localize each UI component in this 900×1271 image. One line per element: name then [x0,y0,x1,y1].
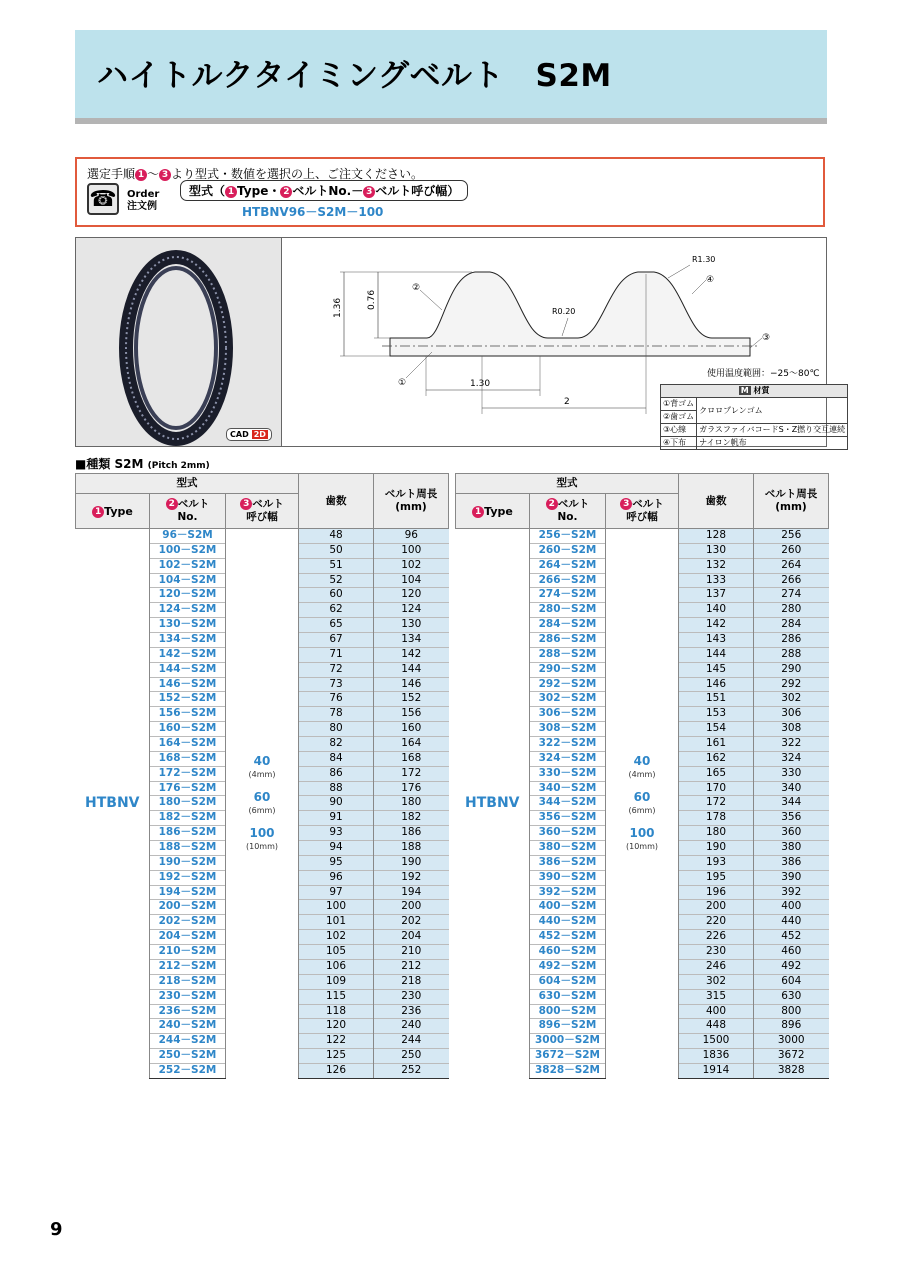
belt-no-cell: 290－S2M [530,662,606,677]
belt-no-cell: 210－S2M [150,945,226,960]
length-cell: 340 [754,781,829,796]
type-cell: HTBNV [85,794,140,811]
belt-no-cell: 144－S2M [150,662,226,677]
width-mm: (6mm) [248,805,276,815]
order-instruction-text: 選定手順 1 ～ 3 より型式・数値を選択の上、ご注文ください。 [87,167,424,181]
length-cell: 124 [374,603,449,618]
teeth-cell: 132 [679,558,754,573]
callout-2: ② [412,283,421,293]
header-length: ベルト周長 (mm) [754,474,829,529]
length-cell: 386 [754,855,829,870]
belt-no-cell: 322－S2M [530,737,606,752]
belt-no-cell: 260－S2M [530,543,606,558]
header-width: 3 ベルト 呼び幅 [606,494,679,529]
teeth-cell: 125 [299,1049,374,1064]
teeth-cell: 118 [299,1004,374,1019]
belt-no-cell: 120－S2M [150,588,226,603]
teeth-cell: 82 [299,737,374,752]
teeth-cell: 178 [679,811,754,826]
phone-icon: ☎ [87,183,119,215]
teeth-cell: 170 [679,781,754,796]
figure-panel [75,237,846,447]
width-mm: (6mm) [628,805,656,815]
dim-r130: R1.30 [692,255,716,264]
width-value: 40 [253,753,271,768]
length-cell: 212 [374,959,449,974]
teeth-cell: 143 [679,633,754,648]
material-part: ③心線 [661,424,697,437]
width-value: 60 [633,789,651,804]
teeth-cell: 95 [299,855,374,870]
length-cell: 896 [754,1019,829,1034]
length-cell: 308 [754,722,829,737]
length-cell: 604 [754,974,829,989]
belt-no-cell: 244－S2M [150,1034,226,1049]
length-cell: 144 [374,662,449,677]
belt-no-cell: 130－S2M [150,618,226,633]
belt-no-cell: 440－S2M [530,915,606,930]
length-cell: 3000 [754,1034,829,1049]
belt-no-cell: 146－S2M [150,677,226,692]
teeth-cell: 105 [299,945,374,960]
teeth-cell: 100 [299,900,374,915]
header-belt-no: 2 ベルト No. [530,494,606,529]
header-teeth: 歯数 [299,474,374,529]
length-cell: 152 [374,692,449,707]
belt-no-cell: 302－S2M [530,692,606,707]
belt-no-cell: 390－S2M [530,870,606,885]
teeth-cell: 133 [679,573,754,588]
callout-4: ④ [706,275,715,285]
cad-badge[interactable]: CAD 2D [226,428,272,441]
teeth-cell: 145 [679,662,754,677]
teeth-cell: 86 [299,766,374,781]
teeth-cell: 97 [299,885,374,900]
belt-no-cell: 340－S2M [530,781,606,796]
length-cell: 630 [754,989,829,1004]
material-value: ナイロン帆布 [697,437,848,450]
dim-2: 2 [564,397,570,407]
teeth-cell: 101 [299,915,374,930]
teeth-cell: 51 [299,558,374,573]
spec-table-right [455,473,829,1079]
belt-no-cell: 152－S2M [150,692,226,707]
length-cell: 452 [754,930,829,945]
belt-no-cell: 324－S2M [530,751,606,766]
teeth-cell: 115 [299,989,374,1004]
length-cell: 190 [374,855,449,870]
length-cell: 194 [374,885,449,900]
length-cell: 256 [754,529,829,544]
belt-no-cell: 380－S2M [530,841,606,856]
teeth-cell: 73 [299,677,374,692]
teeth-cell: 65 [299,618,374,633]
teeth-cell: 146 [679,677,754,692]
length-cell: 288 [754,647,829,662]
teeth-cell: 50 [299,543,374,558]
length-cell: 252 [374,1063,449,1078]
belt-no-cell: 452－S2M [530,930,606,945]
length-cell: 244 [374,1034,449,1049]
belt-no-cell: 356－S2M [530,811,606,826]
width-cell [226,529,299,1079]
teeth-cell: 180 [679,826,754,841]
section-heading: ■種類 S2M (Pitch 2mm) [75,457,210,471]
header-model: 型式 [456,474,679,494]
teeth-cell: 140 [679,603,754,618]
length-cell: 290 [754,662,829,677]
teeth-cell: 448 [679,1019,754,1034]
length-cell: 164 [374,737,449,752]
material-part: ②歯ゴム [661,411,697,424]
belt-no-cell: 274－S2M [530,588,606,603]
belt-no-cell: 100－S2M [150,543,226,558]
callout-3: ③ [762,333,771,343]
teeth-cell: 91 [299,811,374,826]
belt-no-cell: 492－S2M [530,959,606,974]
dim-130: 1.30 [470,379,491,389]
belt-no-cell: 630－S2M [530,989,606,1004]
belt-no-cell: 3672－S2M [530,1049,606,1064]
material-part: ①背ゴム [661,398,697,411]
table-row [76,529,449,544]
belt-no-cell: 142－S2M [150,647,226,662]
belt-no-cell: 386－S2M [530,855,606,870]
length-cell: 460 [754,945,829,960]
length-cell: 180 [374,796,449,811]
title-bar [75,30,827,124]
belt-no-cell: 256－S2M [530,529,606,544]
teeth-cell: 302 [679,974,754,989]
teeth-cell: 71 [299,647,374,662]
header-type: 1 Type [76,494,150,529]
length-cell: 192 [374,870,449,885]
belt-photo [76,238,282,446]
length-cell: 102 [374,558,449,573]
teeth-cell: 196 [679,885,754,900]
header-width: 3 ベルト 呼び幅 [226,494,299,529]
dim-136: 1.36 [333,297,343,318]
page-title: ハイトルクタイミングベルト S2M [97,58,612,94]
teeth-cell: 1914 [679,1063,754,1078]
belt-no-cell: 460－S2M [530,945,606,960]
teeth-cell: 190 [679,841,754,856]
belt-no-cell: 190－S2M [150,855,226,870]
teeth-cell: 52 [299,573,374,588]
length-cell: 142 [374,647,449,662]
belt-no-cell: 236－S2M [150,1004,226,1019]
belt-no-cell: 264－S2M [530,558,606,573]
teeth-cell: 126 [299,1063,374,1078]
table-row [456,529,829,544]
length-cell: 800 [754,1004,829,1019]
belt-no-cell: 266－S2M [530,573,606,588]
belt-no-cell: 194－S2M [150,885,226,900]
length-cell: 160 [374,722,449,737]
length-cell: 104 [374,573,449,588]
width-mm: (10mm) [245,841,278,851]
length-cell: 400 [754,900,829,915]
belt-no-cell: 306－S2M [530,707,606,722]
width-value: 100 [249,825,275,840]
belt-no-cell: 192－S2M [150,870,226,885]
page-number: 9 [50,1219,63,1240]
teeth-cell: 62 [299,603,374,618]
belt-no-cell: 252－S2M [150,1063,226,1078]
length-cell: 280 [754,603,829,618]
belt-image [76,238,281,446]
teeth-cell: 109 [299,974,374,989]
belt-no-cell: 186－S2M [150,826,226,841]
teeth-cell: 122 [299,1034,374,1049]
teeth-cell: 67 [299,633,374,648]
material-icon: M [740,386,749,395]
length-cell: 286 [754,633,829,648]
teeth-cell: 90 [299,796,374,811]
length-cell: 284 [754,618,829,633]
teeth-cell: 84 [299,751,374,766]
length-cell: 3672 [754,1049,829,1064]
teeth-cell: 96 [299,870,374,885]
type-cell: HTBNV [465,794,520,811]
belt-no-cell: 344－S2M [530,796,606,811]
teeth-cell: 48 [299,529,374,544]
teeth-cell: 193 [679,855,754,870]
teeth-cell: 94 [299,841,374,856]
length-cell: 168 [374,751,449,766]
teeth-cell: 60 [299,588,374,603]
teeth-cell: 400 [679,1004,754,1019]
width-value: 100 [629,825,655,840]
teeth-cell: 315 [679,989,754,1004]
length-cell: 96 [374,529,449,544]
belt-no-cell: 292－S2M [530,677,606,692]
length-cell: 156 [374,707,449,722]
dim-r020: R0.20 [552,307,576,316]
length-cell: 264 [754,558,829,573]
length-cell: 440 [754,915,829,930]
length-cell: 492 [754,959,829,974]
length-cell: 146 [374,677,449,692]
teeth-cell: 106 [299,959,374,974]
length-cell: 130 [374,618,449,633]
teeth-cell: 78 [299,707,374,722]
callout-1: ① [398,378,407,388]
order-label: Order 注文例 [127,189,160,212]
length-cell: 380 [754,841,829,856]
length-cell: 100 [374,543,449,558]
teeth-cell: 220 [679,915,754,930]
teeth-cell: 93 [299,826,374,841]
teeth-cell: 230 [679,945,754,960]
teeth-cell: 76 [299,692,374,707]
belt-no-cell: 250－S2M [150,1049,226,1064]
teeth-cell: 120 [299,1019,374,1034]
width-value: 40 [633,753,651,768]
length-cell: 392 [754,885,829,900]
length-cell: 292 [754,677,829,692]
dim-076: 0.76 [367,289,377,310]
teeth-cell: 154 [679,722,754,737]
temperature-range: 使用温度範囲：−25～80℃ [707,369,820,379]
belt-no-cell: 172－S2M [150,766,226,781]
teeth-cell: 172 [679,796,754,811]
spec-table-left [75,473,449,1079]
teeth-cell: 142 [679,618,754,633]
teeth-cell: 246 [679,959,754,974]
width-mm: (4mm) [628,769,656,779]
length-cell: 172 [374,766,449,781]
belt-no-cell: 218－S2M [150,974,226,989]
length-cell: 250 [374,1049,449,1064]
belt-no-cell: 360－S2M [530,826,606,841]
length-cell: 236 [374,1004,449,1019]
order-instructions [75,157,825,227]
belt-no-cell: 202－S2M [150,915,226,930]
belt-no-cell: 180－S2M [150,796,226,811]
material-value: クロロプレンゴム [697,398,848,424]
teeth-cell: 1836 [679,1049,754,1064]
teeth-cell: 144 [679,647,754,662]
belt-no-cell: 3000－S2M [530,1034,606,1049]
belt-no-cell: 400－S2M [530,900,606,915]
length-cell: 344 [754,796,829,811]
belt-no-cell: 168－S2M [150,751,226,766]
belt-no-cell: 230－S2M [150,989,226,1004]
length-cell: 324 [754,751,829,766]
belt-no-cell: 3828－S2M [530,1063,606,1078]
teeth-cell: 88 [299,781,374,796]
length-cell: 186 [374,826,449,841]
belt-no-cell: 604－S2M [530,974,606,989]
belt-no-cell: 182－S2M [150,811,226,826]
length-cell: 200 [374,900,449,915]
material-part: ④下布 [661,437,697,450]
teeth-cell: 165 [679,766,754,781]
header-teeth: 歯数 [679,474,754,529]
teeth-cell: 102 [299,930,374,945]
belt-no-cell: 800－S2M [530,1004,606,1019]
material-value: ガラスファイバコードS・Z撚り交互連続 [697,424,848,437]
teeth-cell: 128 [679,529,754,544]
belt-no-cell: 96－S2M [150,529,226,544]
length-cell: 260 [754,543,829,558]
length-cell: 322 [754,737,829,752]
width-mm: (4mm) [248,769,276,779]
width-cell [606,529,679,1079]
header-length: ベルト周長 (mm) [374,474,449,529]
belt-no-cell: 896－S2M [530,1019,606,1034]
length-cell: 218 [374,974,449,989]
teeth-cell: 195 [679,870,754,885]
teeth-cell: 161 [679,737,754,752]
belt-no-cell: 176－S2M [150,781,226,796]
teeth-cell: 151 [679,692,754,707]
width-value: 60 [253,789,271,804]
material-header: M 材質 [661,385,848,398]
teeth-cell: 1500 [679,1034,754,1049]
order-example: HTBNV96－S2M－100 [242,205,384,219]
belt-no-cell: 240－S2M [150,1019,226,1034]
belt-no-cell: 308－S2M [530,722,606,737]
belt-no-cell: 104－S2M [150,573,226,588]
teeth-cell: 200 [679,900,754,915]
length-cell: 240 [374,1019,449,1034]
belt-no-cell: 134－S2M [150,633,226,648]
belt-no-cell: 392－S2M [530,885,606,900]
header-belt-no: 2 ベルト No. [150,494,226,529]
header-type: 1 Type [456,494,530,529]
belt-no-cell: 156－S2M [150,707,226,722]
length-cell: 356 [754,811,829,826]
length-cell: 3828 [754,1063,829,1078]
length-cell: 204 [374,930,449,945]
teeth-cell: 137 [679,588,754,603]
length-cell: 120 [374,588,449,603]
length-cell: 230 [374,989,449,1004]
teeth-cell: 80 [299,722,374,737]
belt-no-cell: 286－S2M [530,633,606,648]
teeth-cell: 162 [679,751,754,766]
length-cell: 266 [754,573,829,588]
length-cell: 360 [754,826,829,841]
length-cell: 210 [374,945,449,960]
header-model: 型式 [76,474,299,494]
length-cell: 182 [374,811,449,826]
length-cell: 390 [754,870,829,885]
belt-no-cell: 188－S2M [150,841,226,856]
belt-no-cell: 204－S2M [150,930,226,945]
length-cell: 302 [754,692,829,707]
belt-no-cell: 288－S2M [530,647,606,662]
teeth-cell: 72 [299,662,374,677]
belt-no-cell: 200－S2M [150,900,226,915]
teeth-cell: 130 [679,543,754,558]
length-cell: 134 [374,633,449,648]
length-cell: 274 [754,588,829,603]
length-cell: 188 [374,841,449,856]
teeth-cell: 153 [679,707,754,722]
width-mm: (10mm) [625,841,658,851]
material-table [660,384,848,450]
length-cell: 176 [374,781,449,796]
belt-no-cell: 284－S2M [530,618,606,633]
belt-no-cell: 212－S2M [150,959,226,974]
belt-no-cell: 280－S2M [530,603,606,618]
belt-no-cell: 164－S2M [150,737,226,752]
belt-no-cell: 160－S2M [150,722,226,737]
belt-no-cell: 124－S2M [150,603,226,618]
length-cell: 202 [374,915,449,930]
length-cell: 330 [754,766,829,781]
order-model-format: 型式（ 1 Type・ 2 ベルトNo.－ 3 ベルト呼び幅） [180,180,468,201]
teeth-cell: 226 [679,930,754,945]
length-cell: 306 [754,707,829,722]
belt-no-cell: 330－S2M [530,766,606,781]
belt-no-cell: 102－S2M [150,558,226,573]
